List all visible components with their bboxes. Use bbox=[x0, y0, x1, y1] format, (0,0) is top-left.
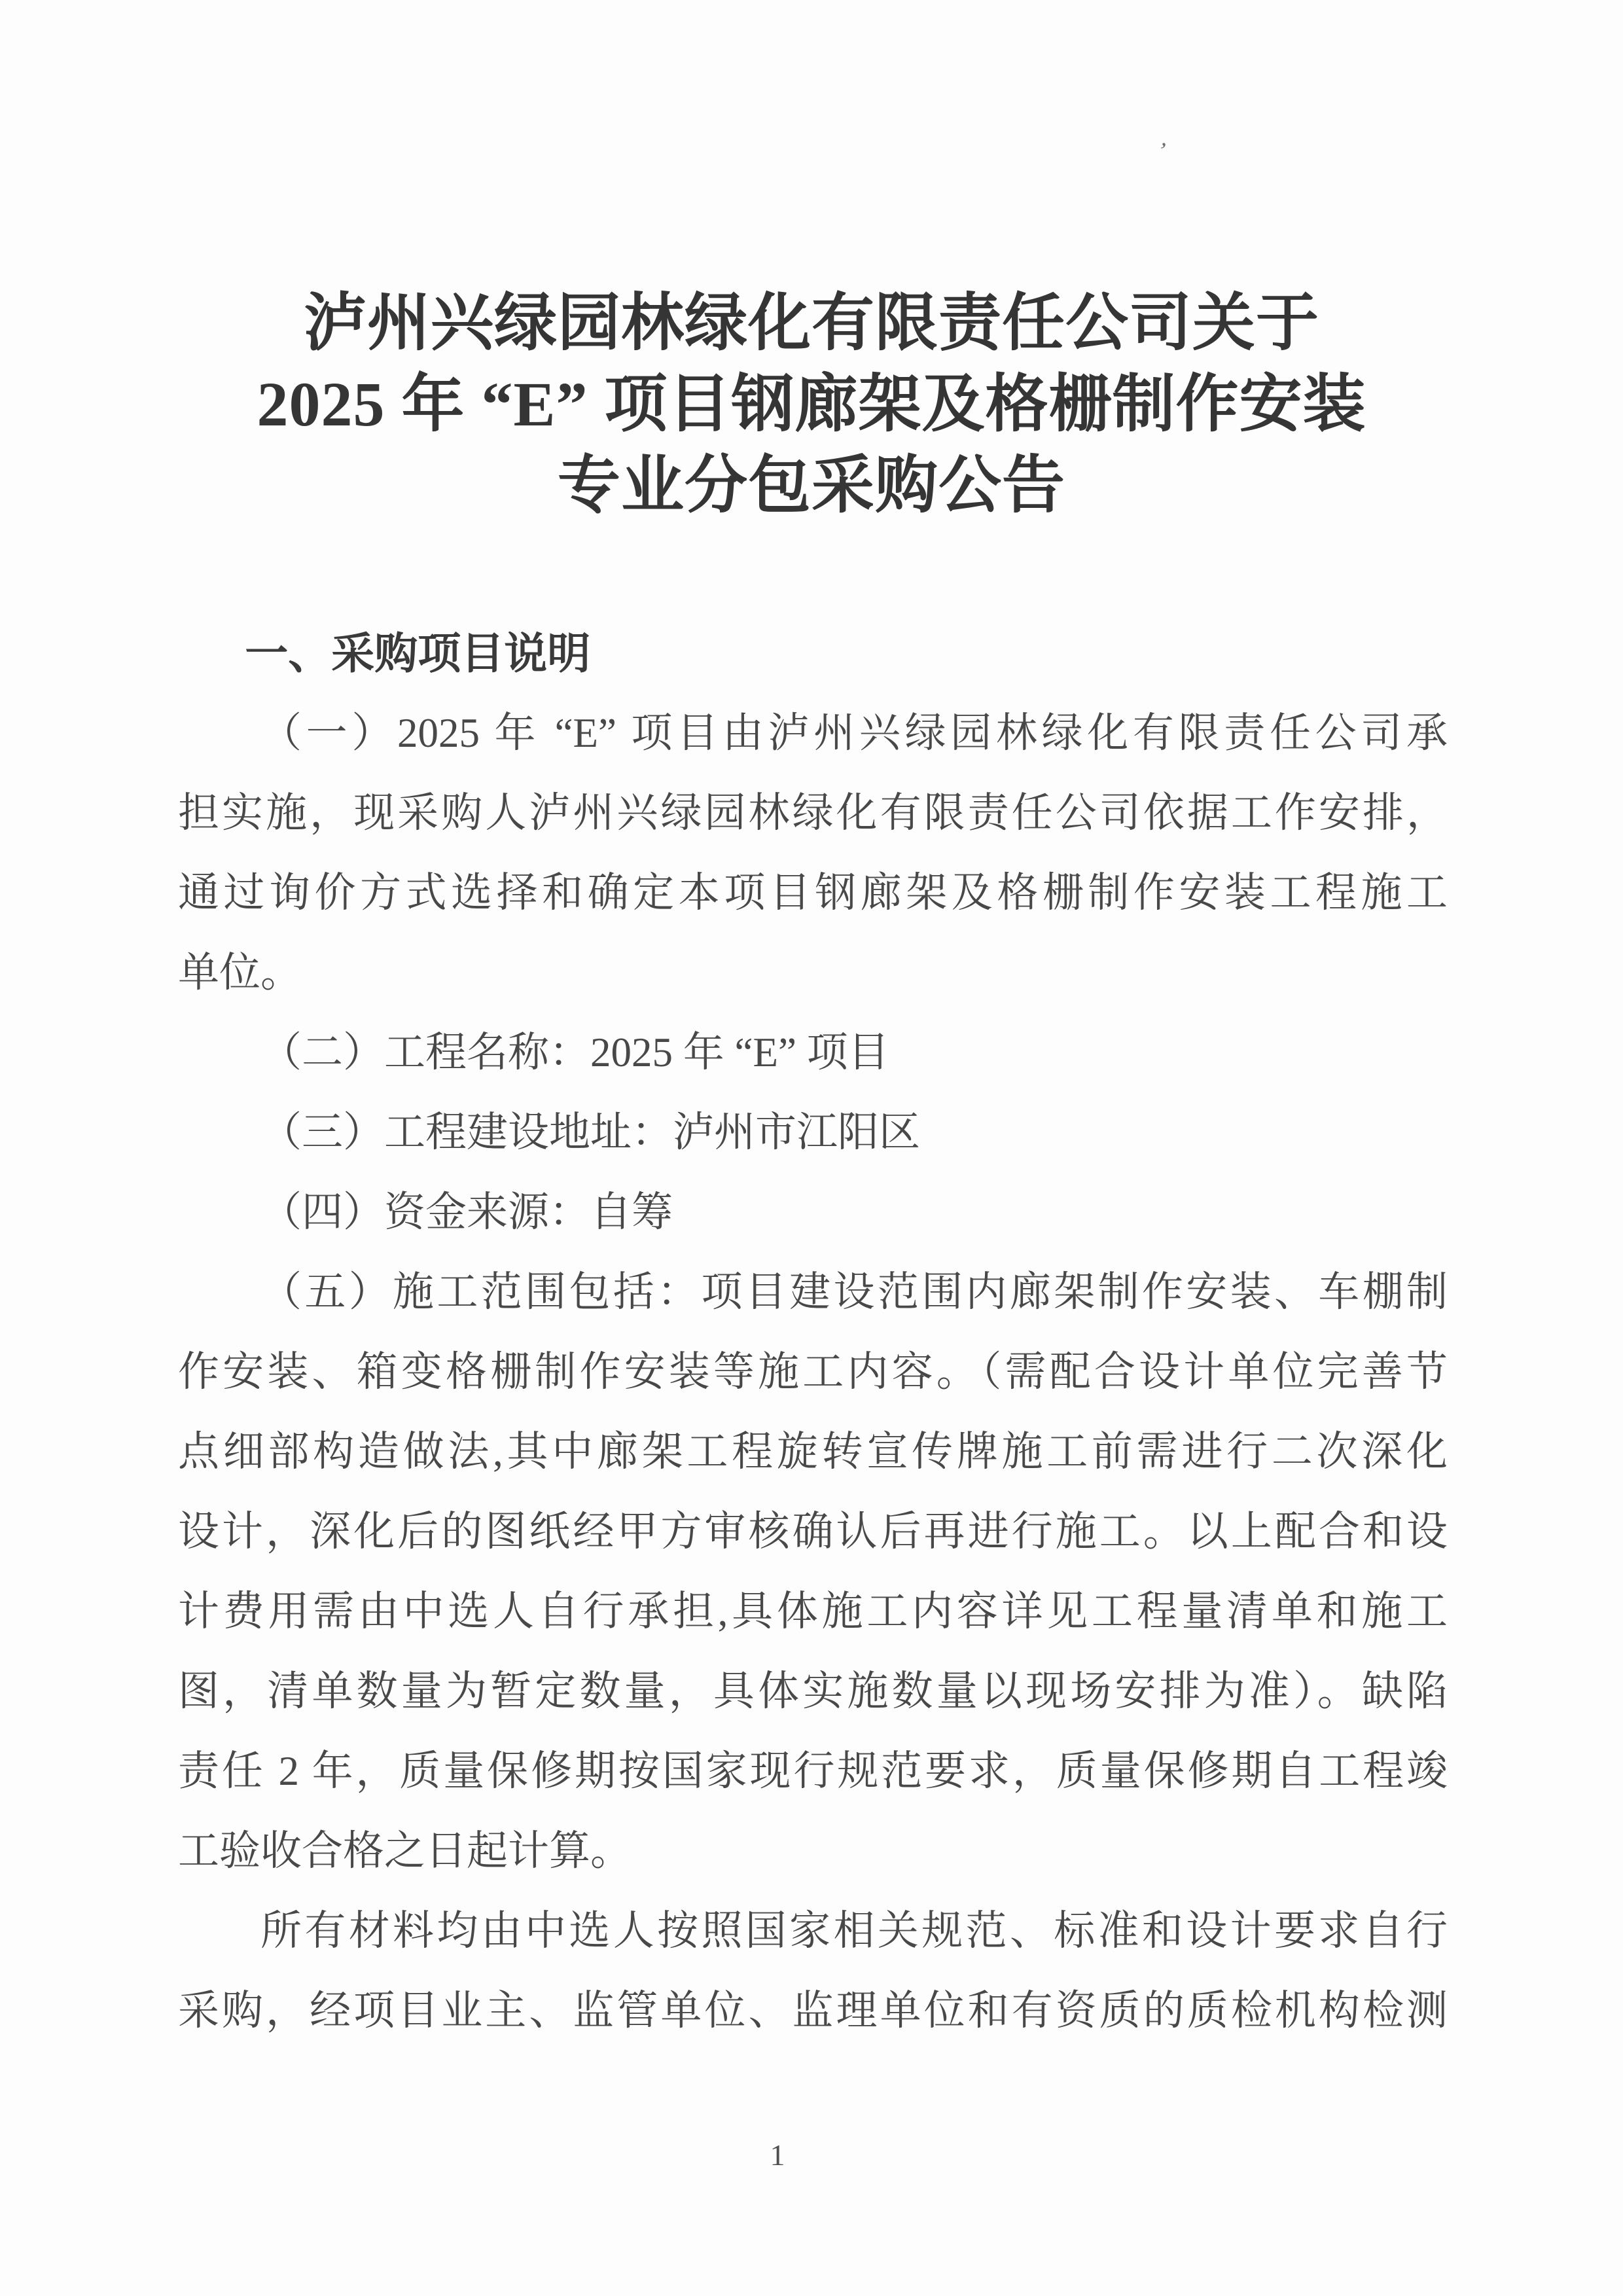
body-line: 计费用需由中选人自行承担,具体施工内容详见工程量清单和施工 bbox=[178, 1588, 1448, 1634]
scan-artifact-mark: ’ bbox=[1155, 137, 1169, 164]
body-line: 责任 2 年，质量保修期按国家现行规范要求，质量保修期自工程竣 bbox=[178, 1748, 1448, 1794]
section-heading: 一、采购项目说明 bbox=[245, 629, 591, 677]
document-title bbox=[0, 283, 1623, 526]
page-number: 1 bbox=[770, 2138, 785, 2172]
body-line: 作安装、箱变格栅制作安装等施工内容。（需配合设计单位完善节 bbox=[178, 1349, 1448, 1395]
body-line: 点细部构造做法,其中廊架工程旋转宣传牌施工前需进行二次深化 bbox=[178, 1429, 1448, 1475]
body-line: 单位。 bbox=[178, 950, 302, 996]
body-line: 担实施，现采购人泸州兴绿园林绿化有限责任公司依据工作安排， bbox=[178, 790, 1448, 836]
body-line: 工验收合格之日起计算。 bbox=[178, 1828, 632, 1874]
body-line: 图，清单数量为暂定数量，具体实施数量以现场安排为准）。缺陷 bbox=[178, 1668, 1448, 1714]
title-line: 泸州兴绿园林绿化有限责任公司关于 bbox=[304, 288, 1319, 358]
body-line: 所有材料均由中选人按照国家相关规范、标准和设计要求自行 bbox=[260, 1908, 1448, 1954]
document-body bbox=[178, 613, 1448, 2051]
title-line: 2025 年 “E” 项目钢廊架及格栅制作安装 bbox=[257, 369, 1366, 439]
paragraph-lines bbox=[178, 693, 1448, 2051]
title-line: 专业分包采购公告 bbox=[558, 450, 1065, 520]
body-line: 设计，深化后的图纸经甲方审核确认后再进行施工。以上配合和设 bbox=[178, 1509, 1448, 1554]
body-line: （三）工程建设地址：泸州市江阳区 bbox=[260, 1109, 920, 1155]
body-line: （五）施工范围包括：项目建设范围内廊架制作安装、车棚制 bbox=[260, 1269, 1448, 1315]
body-line: （一）2025 年 “E” 项目由泸州兴绿园林绿化有限责任公司承 bbox=[260, 710, 1448, 756]
body-line: 通过询价方式选择和确定本项目钢廊架及格栅制作安装工程施工 bbox=[178, 870, 1448, 916]
body-line: （四）资金来源：自筹 bbox=[260, 1189, 673, 1235]
body-line: 采购，经项目业主、监管单位、监理单位和有资质的质检机构检测 bbox=[178, 1988, 1448, 2034]
body-line: （二）工程名称：2025 年 “E” 项目 bbox=[260, 1030, 889, 1075]
